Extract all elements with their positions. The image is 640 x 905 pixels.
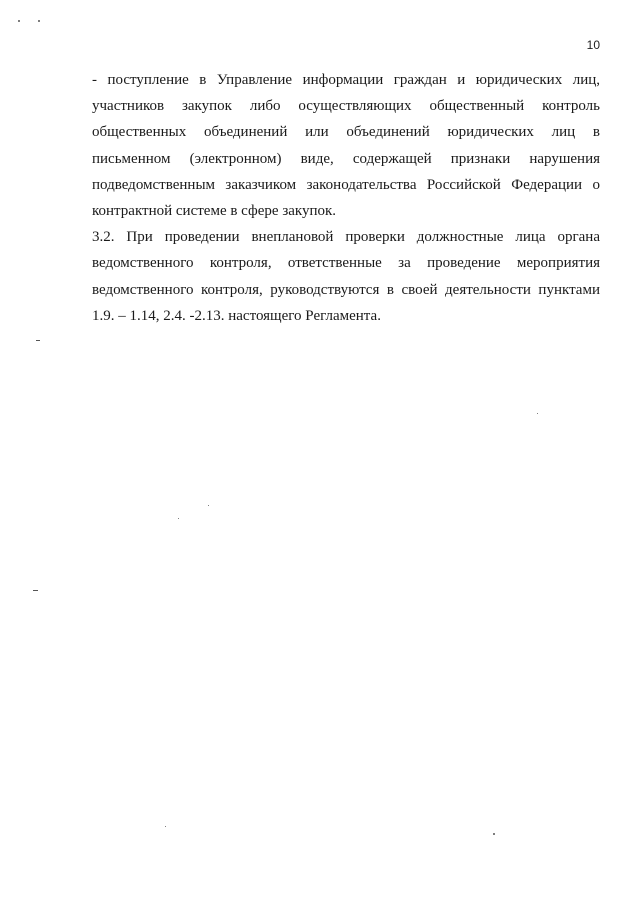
- text-line: общественных объединений или объединений юридических лиц в: [92, 124, 600, 141]
- text-line: контрактной системе в сфере закупок.: [92, 203, 337, 220]
- scan-speck: [33, 590, 38, 591]
- page-number: 10: [586, 38, 600, 52]
- document-body: [92, 67, 600, 329]
- text-line: 3.2. При проведении внеплановой проверки должностные лица органа: [92, 229, 600, 246]
- scan-speck: [208, 505, 209, 506]
- text-line: подведомственным заказчиком законодательства Российской Федерации о: [92, 176, 600, 193]
- text-line: ведомственного контроля, руководствуются в своей деятельности пунктами: [92, 281, 600, 298]
- scan-speck: [165, 826, 166, 827]
- scan-speck: [178, 518, 179, 519]
- text-line: - поступление в Управление информации граждан и юридических лиц,: [92, 72, 600, 88]
- text-line: ведомственного контроля, ответственные за проведение мероприятия: [92, 255, 600, 272]
- scan-speck: [493, 833, 495, 835]
- text-line: письменном (электронном) виде, содержащей признаки нарушения: [92, 150, 600, 167]
- scan-speck: [38, 20, 40, 22]
- text-line: участников закупок либо осуществляющих общественный контроль: [92, 98, 600, 115]
- scan-speck: [537, 413, 538, 414]
- text-line: 1.9. – 1.14, 2.4. -2.13. настоящего Регламента.: [92, 307, 381, 324]
- scan-speck: [18, 20, 20, 22]
- scan-speck: [36, 340, 40, 341]
